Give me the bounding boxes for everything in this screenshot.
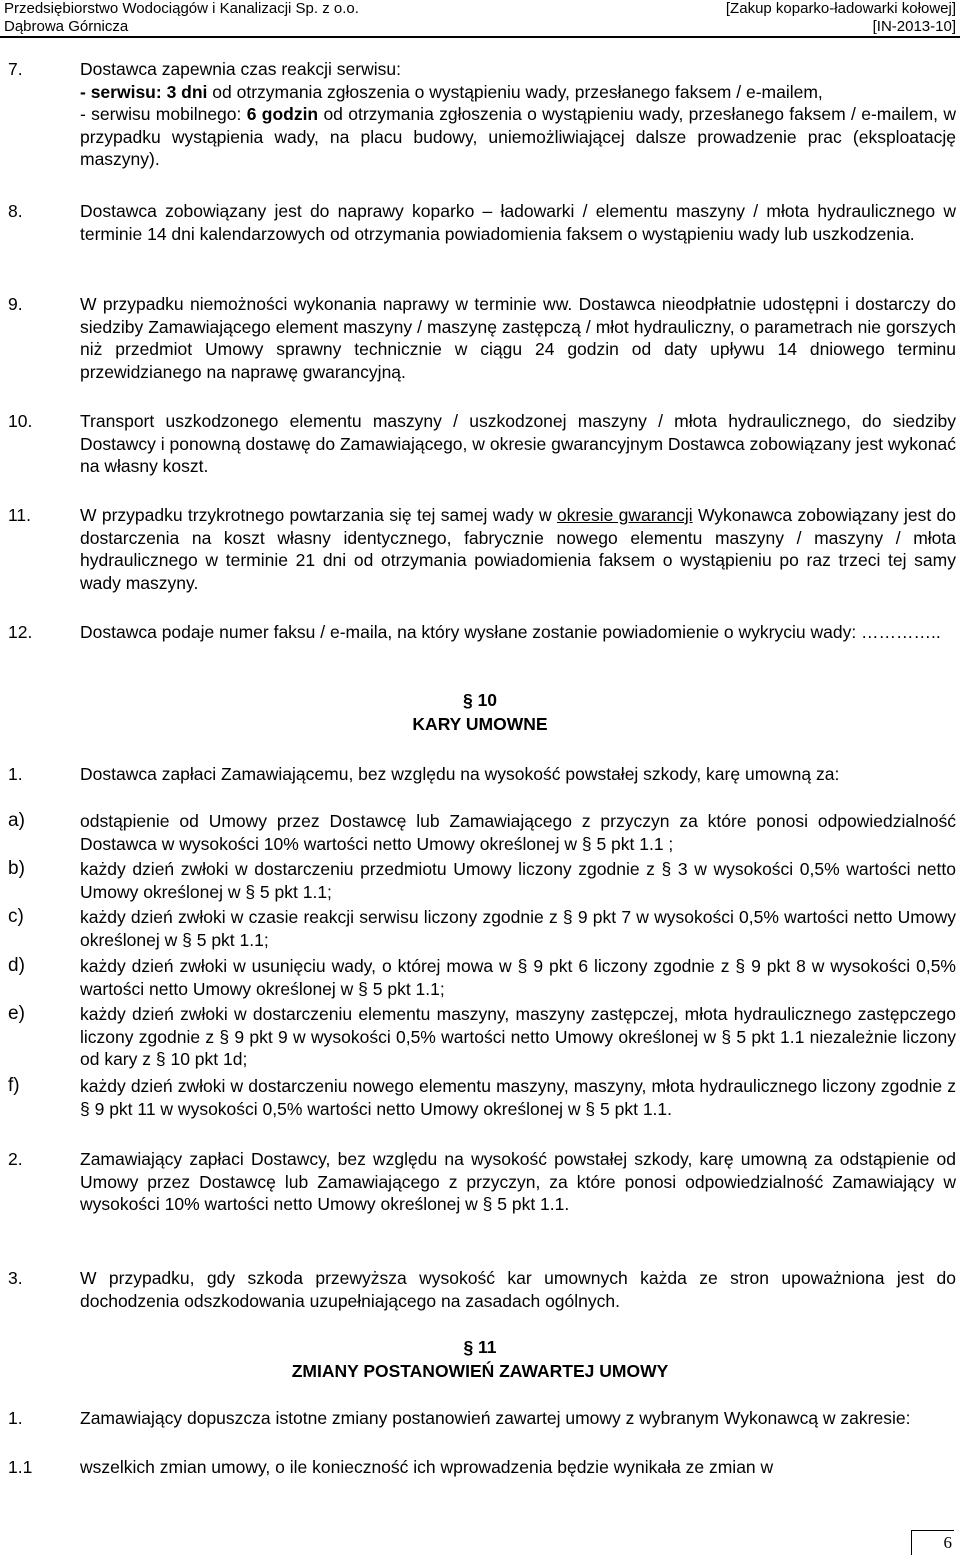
item-number: 12. <box>8 622 33 642</box>
header-right <box>726 0 956 36</box>
header-left <box>4 0 359 36</box>
item-number: 1. <box>8 764 23 784</box>
item-text: każdy dzień zwłoki w dostarczeniu elementu maszyny, maszyny zastępczej, młota hydraulicznego zastępczego liczony zgodnie z § 9 pkt 9 w wysokości 0,5% wartości netto Umowy określonej w § 5 pkt 1.1 niezależnie liczony od kary z § 10 pkt 1d; <box>80 1004 956 1069</box>
item-7 <box>8 58 956 171</box>
item-letter: b) <box>8 858 25 879</box>
kara-f <box>8 1075 956 1120</box>
item-line: Dostawca zapewnia czas reakcji serwisu: <box>80 59 401 79</box>
item-text: Dostawca zapłaci Zamawiającemu, bez względu na wysokość powstałej szkody, karę umowną za: <box>80 764 840 784</box>
item-number: 7. <box>8 59 23 79</box>
item-text: W przypadku, gdy szkoda przewyższa wysokość kar umownych każda ze stron upoważniona jest do dochodzenia odszkodowania uzupełniającego na zasadach ogólnych. <box>80 1268 956 1311</box>
kara-3 <box>8 1267 956 1312</box>
item-text: każdy dzień zwłoki w czasie reakcji serwisu liczony zgodnie z § 9 pkt 7 w wysokości 0,5% wartości netto Umowy określonej w § 5 pkt 1.1; <box>80 907 956 950</box>
header-subject: [Zakup koparko-ładowarki kołowej] <box>725 0 956 17</box>
page-header <box>0 0 960 38</box>
page-number: 6 <box>911 1530 954 1555</box>
item-letter: c) <box>8 906 24 927</box>
item-line: - serwisu mobilnego: 6 godzin od otrzymania zgłoszenia o wystąpieniu wady, przesłanego faksem / e-mailem, w przypadku wystąpienia wady, na placu budowy, uniemożliwiającej dalsze prowadzenie prac (eksploatację maszyny). <box>80 104 956 169</box>
item-text: odstąpienie od Umowy przez Dostawcę lub Zamawiającego z przyczyn za które ponosi odpowiedzialność Dostawca w wysokości 10% wartości netto Umowy określonej w § 5 pkt 1.1 ; <box>80 811 956 854</box>
kara-c <box>8 906 956 951</box>
kara-2 <box>8 1148 956 1216</box>
item-text: Transport uszkodzonego elementu maszyny / uszkodzonej maszyny / młota hydraulicznego, do siedziby Dostawcy i ponowną dostawę do Zamawiającego, w okresie gwarancyjnym Dostawca zobowiązany jest wykonać na własny koszt. <box>80 411 956 476</box>
item-10 <box>8 410 956 478</box>
item-letter: a) <box>8 810 25 831</box>
section-title: KARY UMOWNE <box>412 714 548 734</box>
item-11 <box>8 504 956 594</box>
item-number: 3. <box>8 1268 23 1288</box>
kara-a <box>8 810 956 855</box>
header-company: Przedsiębiorstwo Wodociągów i Kanalizacji Sp. z o.o. <box>4 0 359 17</box>
item-number: 8. <box>8 201 23 221</box>
item-number: 2. <box>8 1149 23 1169</box>
item-letter: d) <box>8 955 25 976</box>
section-10-heading <box>0 688 960 736</box>
item-8 <box>8 200 956 245</box>
section-number: § 11 <box>463 1337 497 1357</box>
item-number: 1. <box>8 1408 23 1428</box>
item-text: Dostawca zobowiązany jest do naprawy koparko – ładowarki / elementu maszyny / młota hydraulicznego w terminie 14 dni kalendarzowych od otrzymania powiadomienia faksem o wystąpieniu wady lub uszkodzenia. <box>80 201 956 244</box>
section-title: ZMIANY POSTANOWIEŃ ZAWARTEJ UMOWY <box>291 1361 669 1381</box>
item-text: każdy dzień zwłoki w dostarczeniu nowego elementu maszyny, maszyny, młota hydraulicznego liczony zgodnie z § 9 pkt 11 w wysokości 0,5% wartości netto Umowy określonej w § 5 pkt 1.1. <box>80 1076 956 1119</box>
item-number: 11. <box>8 505 32 525</box>
item-text: Zamawiający zapłaci Dostawcy, bez względu na wysokość powstałej szkody, karę umowną za odstąpienie od Umowy przez Dostawcę lub Zamawiającego z przyczyn, za które ponosi odpowiedzialność Zamawiający w wysokości 10% wartości netto Umowy określonej w § 5 pkt 1.1. <box>80 1149 956 1214</box>
section-11-heading <box>0 1335 960 1383</box>
item-text: Zamawiający dopuszcza istotne zmiany postanowień zawartej umowy z wybranym Wykonawcą w zakresie: <box>80 1408 911 1428</box>
item-12 <box>8 621 956 644</box>
header-city: Dąbrowa Górnicza <box>4 18 129 35</box>
item-number: 1.1 <box>8 1457 33 1477</box>
item-text <box>80 58 956 171</box>
kara-b <box>8 858 956 903</box>
item-text: W przypadku niemożności wykonania naprawy w terminie ww. Dostawca nieodpłatnie udostępni i dostarczy do siedziby Zamawiającego element maszyny / maszynę zastępczą / młot hydrauliczny, o parametrach nie gorszych niż przedmiot Umowy sprawny technicznie w ciągu 24 godzin od daty upływu 14 dniowego terminu przewidzianego na naprawę gwarancyjną. <box>80 294 956 382</box>
item-letter: e) <box>8 1003 25 1024</box>
item-text: W przypadku trzykrotnego powtarzania się tej samej wady w okresie gwarancji Wykonawca zobowiązany jest do dostarczenia na koszt własny identycznego, fabrycznie nowego elementu maszyny / maszyny / młota hydraulicznego w terminie 21 dni od otrzymania powiadomienia faksem o wystąpieniu po raz trzeci tej samy wady maszyny. <box>80 505 956 593</box>
kara-1 <box>8 763 956 786</box>
item-line: - serwisu: 3 dni od otrzymania zgłoszenia o wystąpieniu wady, przesłanego faksem / e-mailem, <box>80 81 823 102</box>
kara-e <box>8 1003 956 1071</box>
item-text: Dostawca podaje numer faksu / e-maila, na który wysłane zostanie powiadomienie o wykryciu wady: ………….. <box>80 622 941 642</box>
item-text: każdy dzień zwłoki w dostarczeniu przedmiotu Umowy liczony zgodnie z § 3 w wysokości 0,5% wartości netto Umowy określonej w § 5 pkt 1.1; <box>80 859 956 902</box>
header-code: [IN-2013-10] <box>872 18 956 35</box>
item-text: każdy dzień zwłoki w usunięciu wady, o której mowa w § 9 pkt 6 liczony zgodnie z § 9 pkt 8 w wysokości 0,5% wartości netto Umowy określonej w § 5 pkt 1.1; <box>80 956 956 999</box>
item-text: wszelkich zmian umowy, o ile konieczność ich wprowadzenia będzie wynikała ze zmian w <box>80 1457 774 1477</box>
zmiana-1-1 <box>8 1456 956 1479</box>
section-number: § 10 <box>462 690 498 710</box>
item-number: 10. <box>8 411 33 431</box>
item-number: 9. <box>8 294 23 314</box>
item-9 <box>8 293 956 383</box>
header-divider <box>0 36 960 38</box>
kara-d <box>8 955 956 1000</box>
item-letter: f) <box>8 1075 20 1096</box>
zmiana-1 <box>8 1407 956 1430</box>
